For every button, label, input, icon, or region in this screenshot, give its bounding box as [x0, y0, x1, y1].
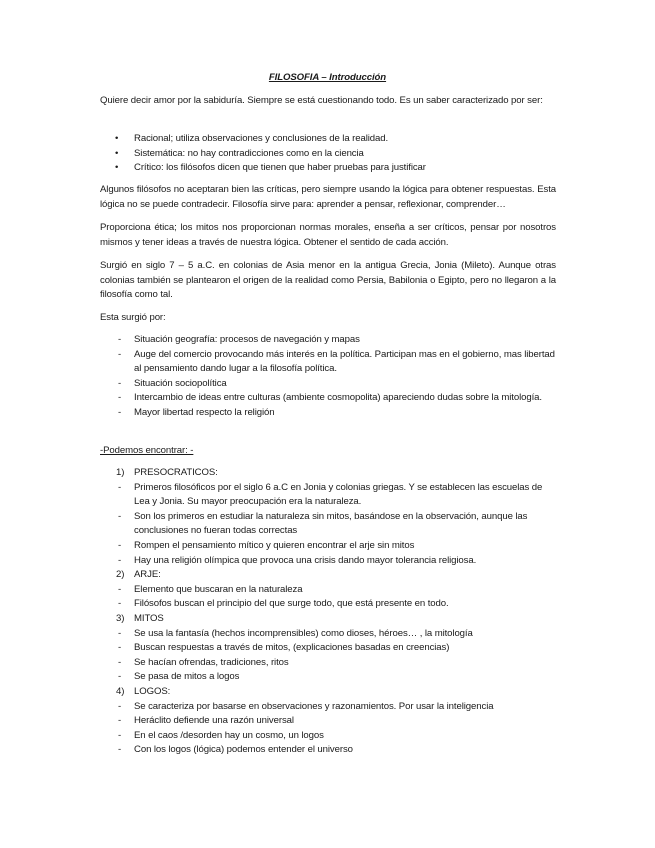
list-item: - Primeros filosóficos por el siglo 6 a.C en Jonia y colonias griegas. Y se establecen las escuelas de Lea y Jonia. Su mayor preocupación era la naturaleza. [118, 481, 543, 508]
list-item: - Situación sociopolítica [100, 377, 556, 392]
origins-list [100, 333, 556, 421]
list-item: - Elemento que buscaran en la naturaleza [100, 583, 556, 598]
section-items [100, 700, 556, 758]
intro-paragraph: Quiere decir amor por la sabiduría. Siempre se está cuestionando todo. Es un saber caracterizado por ser: [100, 95, 543, 106]
dash-icon: - [118, 700, 122, 712]
dash-icon: - [118, 656, 122, 668]
bullet-icon: • [115, 133, 119, 144]
dash-icon: - [118, 510, 122, 522]
list-item: - Son los primeros en estudiar la naturaleza sin mitos, basándose en la observación, aunque las conclusiones no fueran todas correctas [118, 510, 528, 537]
section-items [100, 583, 556, 612]
section-mitos [100, 612, 556, 685]
dash-icon: - [118, 554, 122, 566]
paragraph-logic: Algunos filósofos no aceptaran bien las críticas, pero siempre usando la lógica para obtener respuestas. Esta lógica no se puede contradecir. Filosofía sirve para: aprender a pensar, reflexionar, comprender… [100, 184, 556, 210]
list-item: - Se pasa de mitos a logos [100, 670, 556, 685]
section-logos [100, 685, 556, 758]
section-heading: 3) MITOS [116, 612, 164, 624]
section-subtitle: -Podemos encontrar: - [100, 445, 194, 456]
list-item: - Con los logos (lógica) podemos entender el universo [100, 743, 556, 758]
origin-intro: Esta surgió por: [100, 312, 166, 323]
bullet-icon: • [115, 162, 119, 174]
list-item: - Situación geografía: procesos de navegación y mapas [100, 333, 556, 348]
list-item: - Se caracteriza por basarse en observaciones y razonamientos. Por usar la inteligencia [100, 700, 556, 715]
dash-icon: - [118, 598, 122, 610]
dash-icon: - [118, 729, 122, 741]
list-item: - Filósofos buscan el principio del que surge todo, que está presente en todo. [100, 597, 556, 612]
list-item: • Sistemática: no hay contradicciones como en la ciencia [100, 147, 556, 162]
features-list [100, 132, 556, 176]
paragraph-origin: Surgió en siglo 7 – 5 a.C. en colonias de Asia menor en la antigua Grecia, Jonia (Mileto). Aunque otras colonias también se plantearon el origen de la realidad como Persia, Babilonia o Egipto, pero no llegaron a la filosofía como tal. [100, 260, 556, 301]
section-presocraticos [100, 466, 556, 568]
section-items [100, 627, 556, 685]
dash-icon: - [118, 627, 122, 639]
paragraph-ethics: Proporciona ética; los mitos nos proporcionan normas morales, enseña a ser críticos, pensar por nosotros mismos y tener ideas a través de nuestra lógica. Obtener el sentido de cada acción. [100, 222, 556, 248]
dash-icon: - [118, 406, 122, 418]
list-item: - Mayor libertad respecto la religión [100, 406, 556, 421]
dash-icon: - [118, 392, 122, 404]
dash-icon: - [118, 539, 122, 551]
list-item: - Rompen el pensamiento mítico y quieren encontrar el arje sin mitos [100, 539, 556, 554]
dash-icon: - [118, 744, 122, 756]
list-item: • Crítico: los filósofos dicen que tienen que haber pruebas para justificar [100, 161, 556, 176]
section-arje [100, 568, 556, 612]
list-item: - En el caos /desorden hay un cosmo, un logos [100, 729, 556, 744]
list-item: - Hay una religión olímpica que provoca una crisis dando mayor tolerancia religiosa. [100, 554, 556, 569]
section-heading: 1) PRESOCRATICOS: [116, 467, 218, 478]
section-heading: 4) LOGOS: [116, 685, 171, 697]
list-item: - Buscan respuestas a través de mitos, (explicaciones basadas en creencias) [100, 641, 556, 656]
list-item: - Auge del comercio provocando más interés en la política. Participan mas en el gobierno, mas libertad al pensamiento dando lugar a la filosofía política. [118, 348, 555, 375]
dash-icon: - [118, 481, 122, 493]
bullet-icon: • [115, 147, 119, 159]
list-item: - Se hacían ofrendas, tradiciones, ritos [100, 656, 556, 671]
dash-icon: - [118, 334, 122, 345]
dash-icon: - [118, 348, 122, 360]
section-heading: 2) ARJE: [116, 569, 161, 581]
dash-icon: - [118, 583, 122, 595]
list-item: - Heráclito defiende una razón universal [100, 714, 556, 729]
list-item: • Racional; utiliza observaciones y conclusiones de la realidad. [100, 132, 556, 147]
list-item: - Se usa la fantasía (hechos incomprensibles) como dioses, héroes… , la mitología [100, 627, 556, 642]
dash-icon: - [118, 671, 122, 683]
sections-block [100, 466, 556, 758]
list-item: - Intercambio de ideas entre culturas (ambiente cosmopolita) apareciendo dudas sobre la mitología. [100, 391, 556, 406]
dash-icon: - [118, 377, 122, 389]
section-items [100, 481, 556, 569]
document-title: FILOSOFIA – Introducción [268, 72, 387, 83]
dash-icon: - [118, 715, 122, 727]
dash-icon: - [118, 642, 122, 654]
